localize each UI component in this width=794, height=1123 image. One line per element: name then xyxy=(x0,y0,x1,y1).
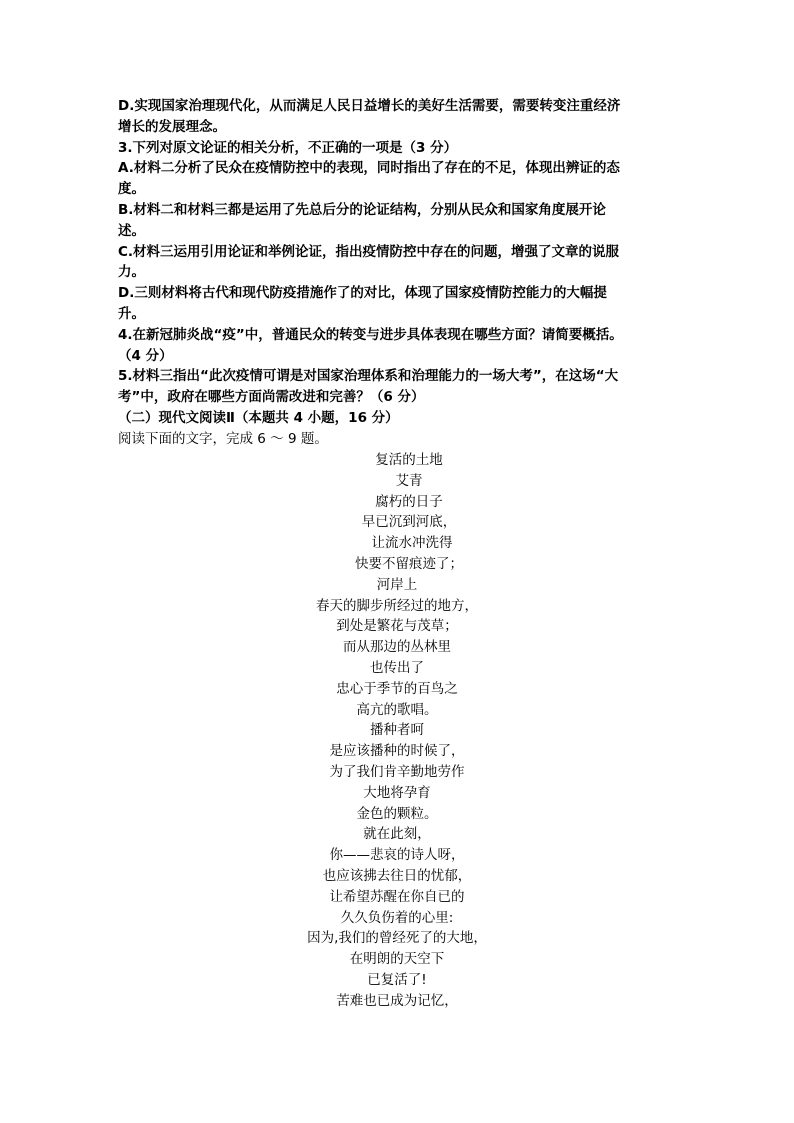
poem-line: 因为,我们的曾经死了的大地， xyxy=(307,930,487,947)
poem-line: 让希望苏醒在你自已的 xyxy=(329,888,465,905)
question-line: C.材料三运用引用论证和举例论证，指出疫情防控中存在的问题，增强了文章的说服 xyxy=(118,243,620,260)
poem-line: 而从那边的丛林里 xyxy=(343,639,451,656)
question-line: A.材料二分析了民众在疫情防控中的表现，同时指出了存在的不足，体现出辨证的态 xyxy=(118,160,620,177)
poem-line: 是应该播种的时候了， xyxy=(329,743,465,760)
section-instruction: 阅读下面的文字，完成 6 ～ 9 题。 xyxy=(118,430,328,447)
poem-line: 春天的脚步所经过的地方， xyxy=(316,597,478,614)
question-line: 述。 xyxy=(118,222,145,239)
poem-line: 忠心于季节的百鸟之 xyxy=(336,680,458,697)
section-heading: （二）现代文阅读Ⅱ（本题共 4 小题，16 分） xyxy=(118,409,399,426)
question-line: B.材料二和材料三都是运用了先总后分的论证结构，分别从民众和国家角度展开论 xyxy=(118,201,606,218)
poem-line: 高亢的歌唱。 xyxy=(356,701,438,718)
poem-line: 为了我们肯辛勤地劳作 xyxy=(329,763,465,780)
poem-line: 就在此刻， xyxy=(363,826,431,843)
question-line: 度。 xyxy=(118,181,145,198)
question-line: 升。 xyxy=(118,305,145,322)
poem-line: 久久负伤着的心里: xyxy=(340,909,454,926)
poem-line: 腐朽的日子 xyxy=(375,493,443,510)
poem-line: 在明朗的天空下 xyxy=(349,951,445,968)
question-line: 3.下列对原文论证的相关分析，不正确的一项是（3 分） xyxy=(118,139,458,156)
poem-line: 苦难也已成为记忆， xyxy=(336,992,458,1009)
poem-line: 你——悲哀的诗人呀， xyxy=(329,847,465,864)
poem-line: 到处是繁花与茂草； xyxy=(336,618,458,635)
poem xyxy=(0,450,794,1012)
poem-title: 复活的土地 xyxy=(375,452,443,468)
poem-line: 播种者呵 xyxy=(370,722,424,739)
poem-line: 金色的颗粒。 xyxy=(356,805,438,822)
poem-line: 也应该拂去往日的忧郁， xyxy=(322,867,472,884)
poem-line: 让流水冲洗得 xyxy=(371,535,453,552)
question-line: 力。 xyxy=(118,264,145,281)
question-line: D.三则材料将古代和现代防疫措施作了的对比，体现了国家疫情防控能力的大幅提 xyxy=(118,285,607,302)
question-line: 考”中，政府在哪些方面尚需改进和完善？（6 分） xyxy=(118,389,425,406)
question-line: （4 分） xyxy=(118,347,173,364)
poem-line: 河岸上 xyxy=(376,576,418,593)
poem-line: 已复活了! xyxy=(367,971,427,988)
poem-line: 也传出了 xyxy=(370,659,424,676)
poem-line: 大地将孕育 xyxy=(363,784,431,801)
question-line: 5.材料三指出“此次疫情可谓是对国家治理体系和治理能力的一场大考”，在这场“大 xyxy=(118,368,619,385)
question-line: D.实现国家治理现代化，从而满足人民日益增长的美好生活需要，需要转变注重经济 xyxy=(118,98,621,114)
question-line: 4.在新冠肺炎战“疫”中，普通民众的转变与进步具体表现在哪些方面？请简要概括。 xyxy=(118,326,623,343)
poem-line: 快要不留痕迹了； xyxy=(355,555,463,572)
question-block xyxy=(118,96,658,450)
question-line: 增长的发展理念。 xyxy=(118,118,226,135)
poem-line: 早已沉到河底， xyxy=(361,514,457,531)
poem-author: 艾青 xyxy=(395,472,423,489)
